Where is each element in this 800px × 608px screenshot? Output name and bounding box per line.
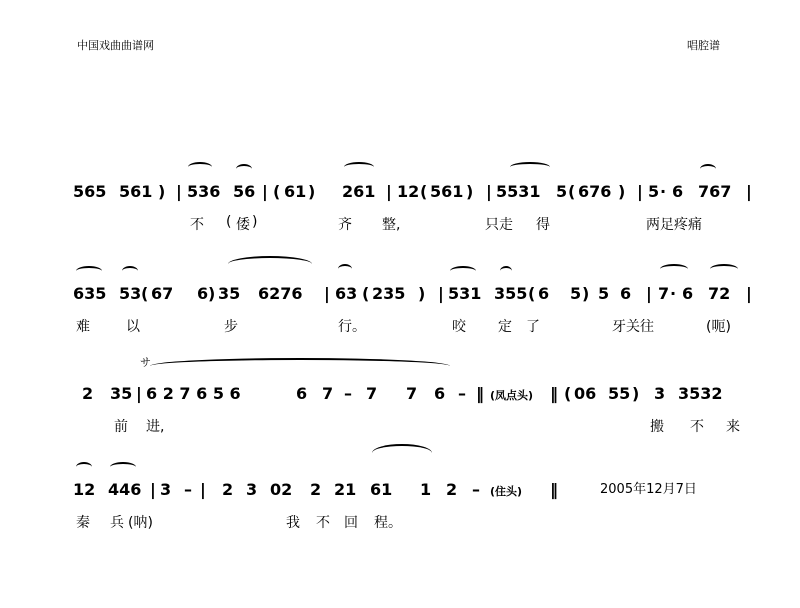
lyric: 进, <box>146 419 165 435</box>
lyric: 两足疼痛 <box>646 217 702 233</box>
note-group: 6 <box>538 284 550 303</box>
note-group: 3 <box>654 384 666 403</box>
paren: ) <box>466 182 474 201</box>
barline: | <box>386 182 392 201</box>
note-group: 72 <box>708 284 731 303</box>
paren: ) <box>618 182 626 201</box>
paren: ) <box>208 284 216 303</box>
paren: ( <box>528 284 536 303</box>
note-group: 531 <box>448 284 482 303</box>
lyric: 不 <box>316 515 330 531</box>
note-group: 5 <box>570 284 582 303</box>
dash: – <box>472 480 480 499</box>
notation-line <box>0 168 800 208</box>
paren: ( <box>420 182 428 201</box>
slur-mark <box>500 266 512 276</box>
note-group: 3 <box>246 480 258 499</box>
note-group: 676 <box>578 182 612 201</box>
note-group: 02 <box>270 480 293 499</box>
note-group: 56 <box>233 182 256 201</box>
slur-mark <box>228 256 312 272</box>
lyric: 前 <box>114 419 128 435</box>
lyrics-line <box>0 512 800 534</box>
score-date: 2005年12月7日 <box>600 482 697 497</box>
slur-mark <box>344 162 374 172</box>
note-group: 261 <box>342 182 376 201</box>
note-group: 35 <box>218 284 241 303</box>
double-barline: ‖ <box>550 384 558 403</box>
note-group: 5 <box>556 182 568 201</box>
note-group: 355 <box>494 284 528 303</box>
slur-mark <box>122 266 138 276</box>
note-group: 6 <box>296 384 308 403</box>
slur-mark <box>700 164 716 174</box>
note-group: 12 <box>73 480 96 499</box>
slur-mark <box>188 162 212 172</box>
lyric: 只走 <box>485 217 513 233</box>
slur-mark <box>150 358 450 374</box>
note-group: 6 <box>620 284 632 303</box>
slur-mark <box>510 162 550 172</box>
note-group: 63 <box>335 284 358 303</box>
paren: ( <box>273 182 281 201</box>
lyric: (呃) <box>706 319 731 335</box>
lyric: 搬 <box>650 419 664 435</box>
slur-mark <box>338 264 352 274</box>
barline: | <box>324 284 330 303</box>
barline: | <box>646 284 652 303</box>
barline: | <box>637 182 643 201</box>
note-group: 2 <box>222 480 234 499</box>
lyric: 程。 <box>374 515 402 531</box>
note-group: 67 <box>151 284 174 303</box>
double-barline: ‖ <box>476 384 484 403</box>
dash: – <box>184 480 192 499</box>
note-group: 7 <box>366 384 378 403</box>
note-group: 5 <box>648 182 660 201</box>
note-group: 565 <box>73 182 107 201</box>
barline: | <box>486 182 492 201</box>
lyric: 秦 <box>76 515 90 531</box>
barline: | <box>150 480 156 499</box>
note-group: 3 <box>160 480 172 499</box>
note-group: 6 <box>197 284 209 303</box>
dash: – <box>344 384 352 403</box>
score-type: 唱腔谱 <box>687 40 720 52</box>
note-group: 767 <box>698 182 732 201</box>
lyric: 定 <box>498 319 512 335</box>
notation-line <box>0 370 800 410</box>
note-group: 561 <box>430 182 464 201</box>
slur-mark <box>450 266 476 276</box>
lyric: 不 <box>190 217 204 233</box>
note-group: 446 <box>108 480 142 499</box>
paren: ( <box>564 384 572 403</box>
lyrics-line <box>0 316 800 338</box>
barline: | <box>262 182 268 201</box>
double-barline: ‖ <box>550 480 558 499</box>
note-group: 2 <box>310 480 322 499</box>
lyric: 我 <box>286 515 300 531</box>
lyric-paren: ( <box>226 214 232 230</box>
percussion-cue: (凤点头) <box>490 389 534 402</box>
notation-line <box>0 270 800 310</box>
barline: | <box>176 182 182 201</box>
paren: ) <box>308 182 316 201</box>
note-group: 7 <box>658 284 670 303</box>
note-group: 53 <box>119 284 142 303</box>
note-group: 561 <box>119 182 153 201</box>
note-group: 3532 <box>678 384 723 403</box>
lyric: 难 <box>76 319 90 335</box>
slur-mark <box>372 444 432 462</box>
lyric: 回 <box>344 515 358 531</box>
paren: ( <box>568 182 576 201</box>
note-group: 6 <box>672 182 684 201</box>
note-group: 1 <box>420 480 432 499</box>
slur-mark <box>76 266 102 276</box>
barline: | <box>438 284 444 303</box>
lyric: 兵 <box>110 515 124 531</box>
barline: | <box>136 384 142 403</box>
note-group: 55 <box>608 384 631 403</box>
note-group: 61 <box>370 480 393 499</box>
note-group: 12 <box>397 182 420 201</box>
slur-mark <box>710 264 738 274</box>
note-group: 35 <box>110 384 133 403</box>
note-group: 7 <box>322 384 334 403</box>
note-group: 06 <box>574 384 597 403</box>
note-group: 536 <box>187 182 221 201</box>
barline: | <box>200 480 206 499</box>
note-group: 635 <box>73 284 107 303</box>
free-meter-mark: サ <box>140 357 151 369</box>
percussion-cue: (住头) <box>490 485 523 498</box>
lyric: 牙关往 <box>612 319 654 335</box>
note-group: 7 <box>406 384 418 403</box>
slur-mark <box>660 264 688 274</box>
paren: ) <box>418 284 426 303</box>
dot: · <box>660 182 667 201</box>
note-group: 2 <box>82 384 94 403</box>
note-group: 6 2 7 6 5 6 <box>146 384 241 403</box>
barline: | <box>746 182 752 201</box>
lyric: 齐 <box>338 217 352 233</box>
barline: | <box>746 284 752 303</box>
paren: ( <box>362 284 370 303</box>
dot: · <box>670 284 677 303</box>
lyric: 整, <box>382 217 401 233</box>
lyrics-line <box>0 416 800 438</box>
paren: ) <box>632 384 640 403</box>
lyric: 步 <box>224 319 238 335</box>
lyric: 来 <box>726 419 740 435</box>
lyric: 倭 <box>236 217 250 233</box>
lyric: 咬 <box>452 319 466 335</box>
lyric: 以 <box>126 319 140 335</box>
lyric: 不 <box>690 419 704 435</box>
lyric: (呐) <box>128 515 153 531</box>
note-group: 6276 <box>258 284 303 303</box>
note-group: 6 <box>682 284 694 303</box>
note-group: 61 <box>284 182 307 201</box>
site-name: 中国戏曲曲谱网 <box>77 40 154 52</box>
lyric-paren: ) <box>252 214 258 230</box>
slur-mark <box>236 164 252 174</box>
dash: – <box>458 384 466 403</box>
note-group: 2 <box>446 480 458 499</box>
paren: ( <box>141 284 149 303</box>
note-group: 235 <box>372 284 406 303</box>
paren: ) <box>582 284 590 303</box>
note-group: 6 <box>434 384 446 403</box>
lyric: 得 <box>536 217 550 233</box>
slur-mark <box>110 462 136 472</box>
lyrics-line <box>0 214 800 236</box>
note-group: 5 <box>598 284 610 303</box>
note-group: 21 <box>334 480 357 499</box>
lyric: 了 <box>526 319 540 335</box>
note-group: 5531 <box>496 182 541 201</box>
slur-mark <box>76 462 92 472</box>
lyric: 行。 <box>338 319 366 335</box>
paren: ) <box>158 182 166 201</box>
